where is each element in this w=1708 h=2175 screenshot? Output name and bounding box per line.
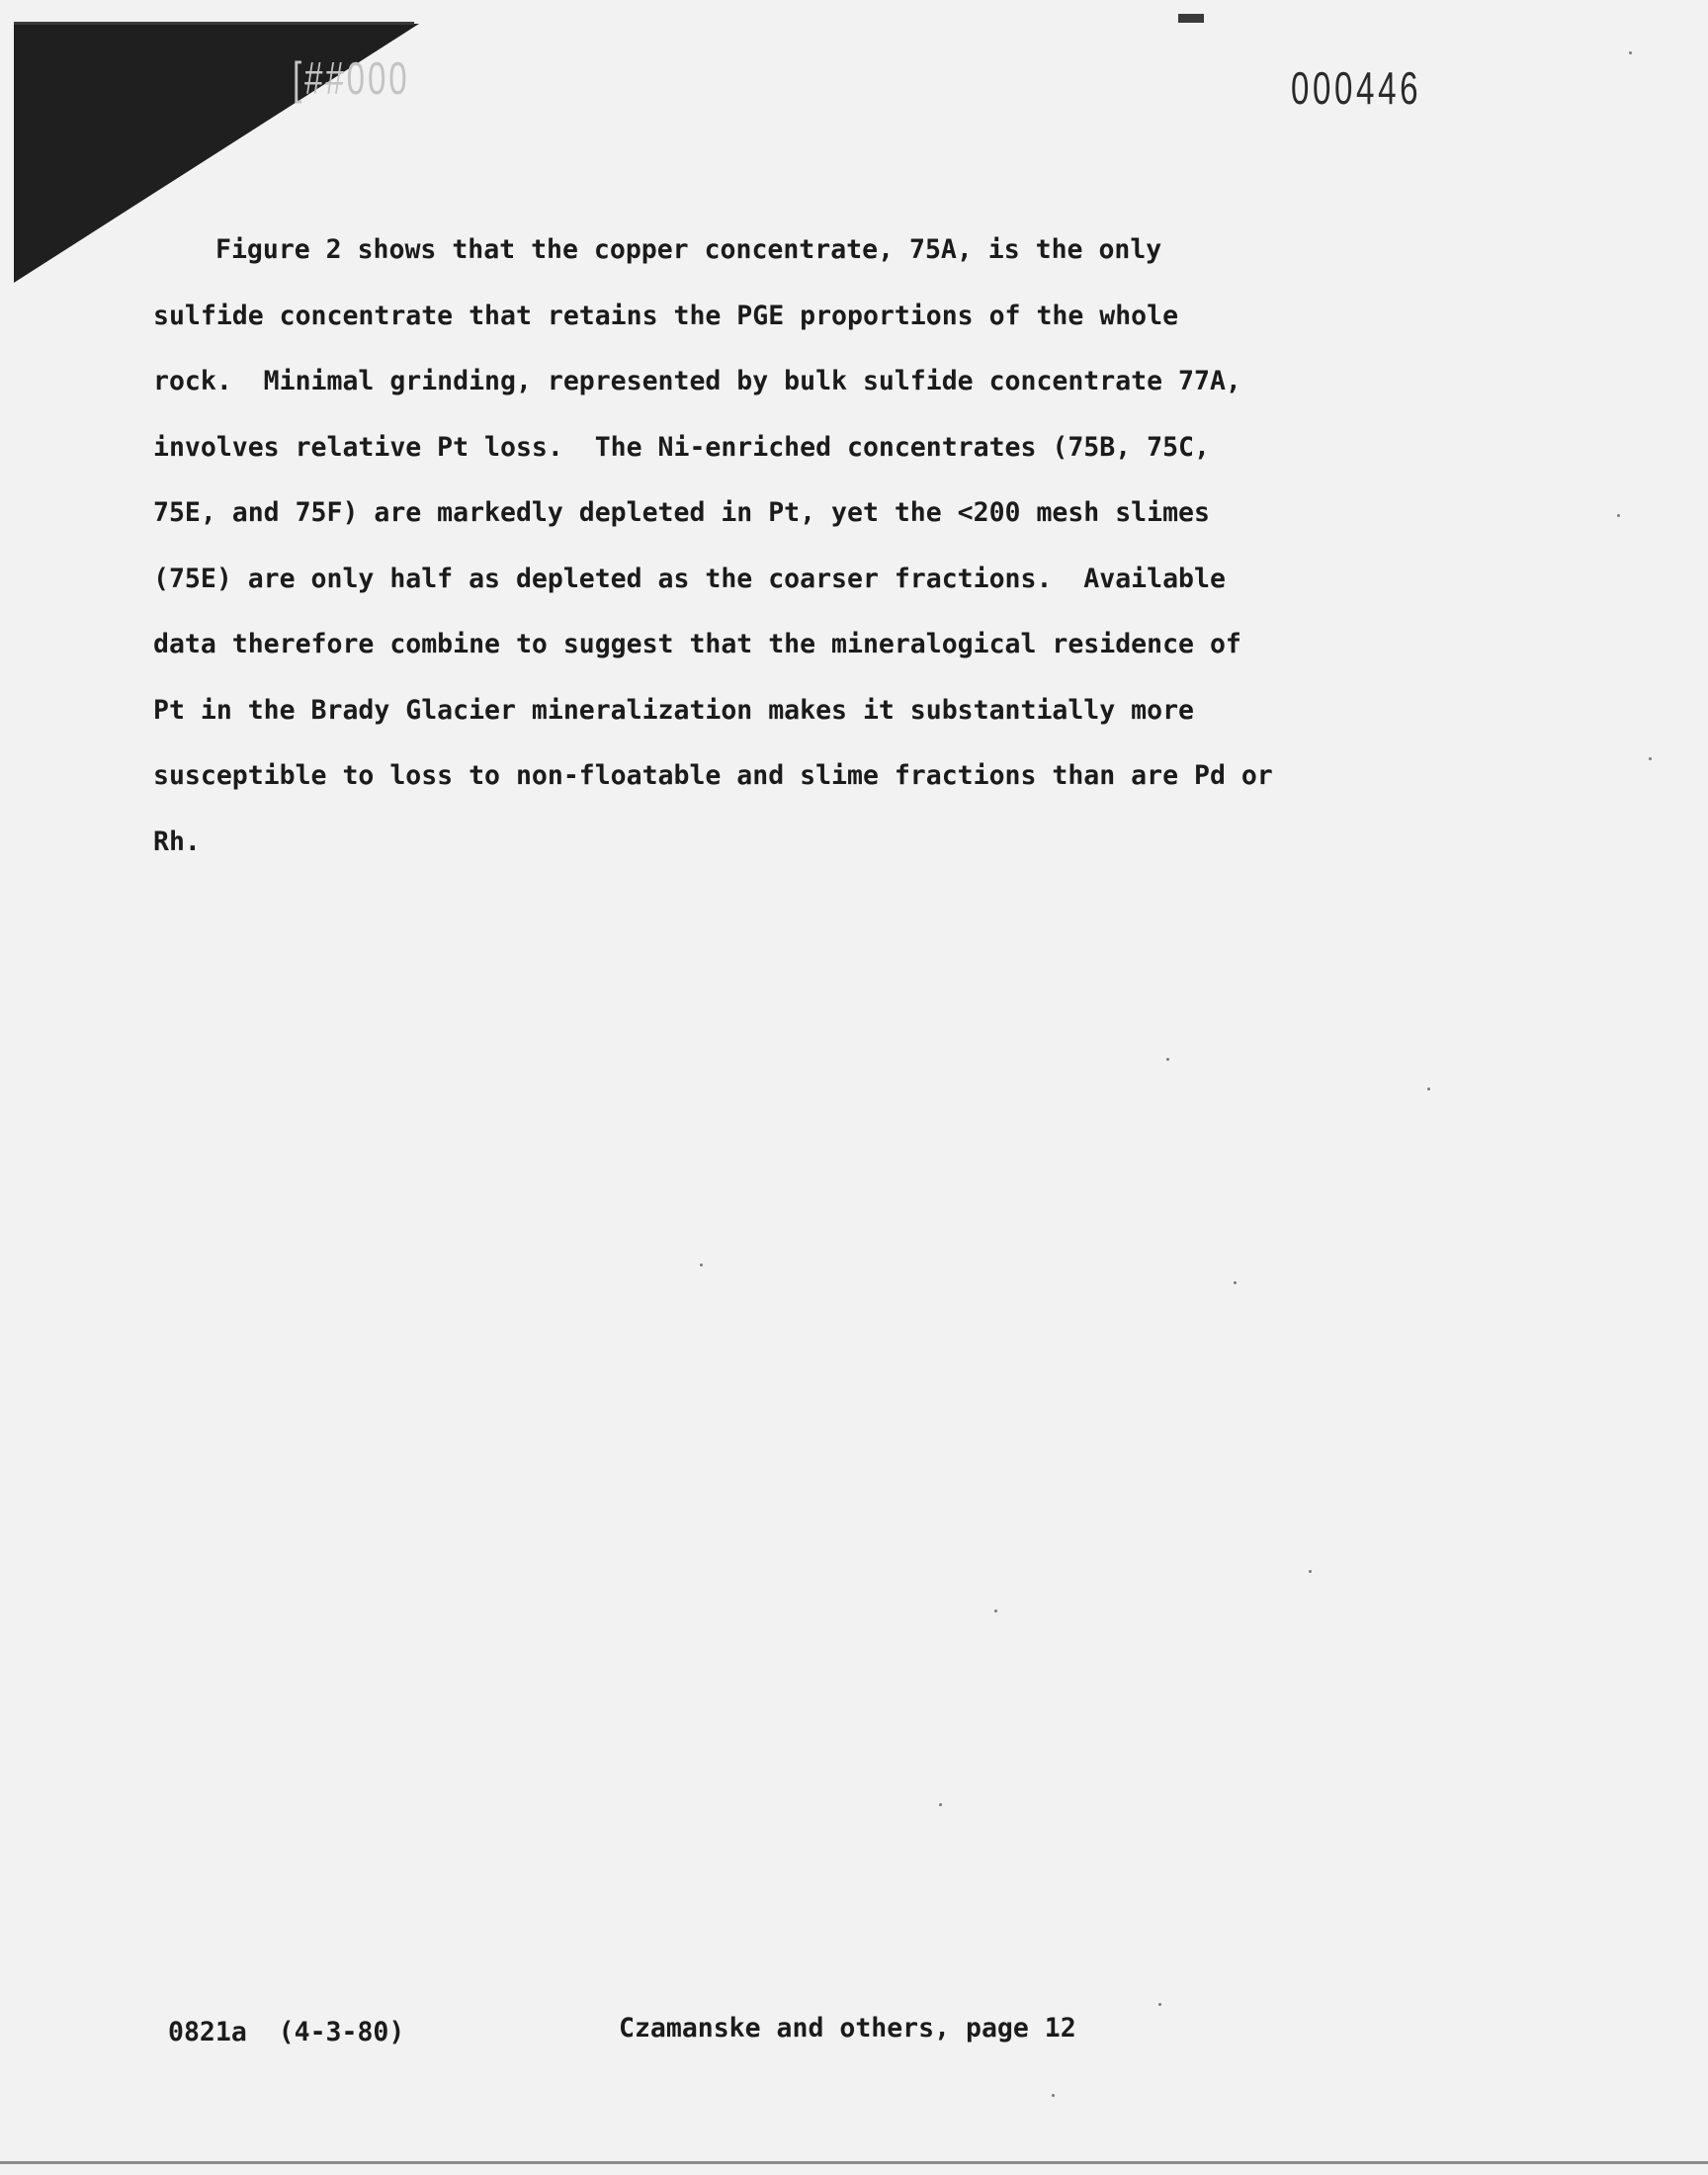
paragraph-line: data therefore combine to suggest that the mineralogical residence of <box>153 629 1241 659</box>
faint-document-stamp: [##000 <box>293 52 410 104</box>
scan-speck <box>1158 2003 1161 2006</box>
page-bottom-edge <box>0 2161 1708 2164</box>
page-number-stamp: 000446 <box>1291 62 1422 114</box>
page-top-edge <box>14 22 414 25</box>
paragraph-line: involves relative Pt loss. The Ni-enriched concentrates (75B, 75C, <box>153 431 1210 463</box>
scan-speck <box>700 1263 703 1266</box>
scan-speck <box>1052 2094 1055 2097</box>
body-paragraph <box>153 218 1369 875</box>
scan-speck <box>1166 1058 1169 1061</box>
paragraph-line: Rh. <box>153 826 201 857</box>
scan-speck <box>994 1610 997 1612</box>
paragraph-line: rock. Minimal grinding, represented by bulk sulfide concentrate 77A, <box>153 366 1241 396</box>
scan-speck <box>1649 757 1652 760</box>
scan-speck <box>1309 1570 1312 1573</box>
scan-speck <box>939 1803 942 1806</box>
scan-speck <box>1427 1088 1430 1090</box>
scan-speck <box>1234 1281 1237 1284</box>
paragraph-line: susceptible to loss to non-floatable and slime fractions than are Pd or <box>153 760 1273 791</box>
scan-mark <box>1178 14 1204 23</box>
paragraph-line: Pt in the Brady Glacier mineralization makes it substantially more <box>153 694 1194 726</box>
scan-speck <box>1617 514 1620 517</box>
paragraph-line: (75E) are only half as depleted as the coarser fractions. Available <box>153 563 1226 594</box>
footer-document-id: 0821a (4-3-80) <box>168 2017 405 2047</box>
paragraph-line: sulfide concentrate that retains the PGE proportions of the whole <box>153 300 1179 331</box>
scan-speck <box>1629 51 1632 54</box>
paragraph-line: Figure 2 shows that the copper concentrate, 75A, is the only <box>215 234 1162 265</box>
footer-page-reference: Czamanske and others, page 12 <box>619 2013 1076 2044</box>
paragraph-line: 75E, and 75F) are markedly depleted in Pt, yet the <200 mesh slimes <box>153 497 1210 528</box>
